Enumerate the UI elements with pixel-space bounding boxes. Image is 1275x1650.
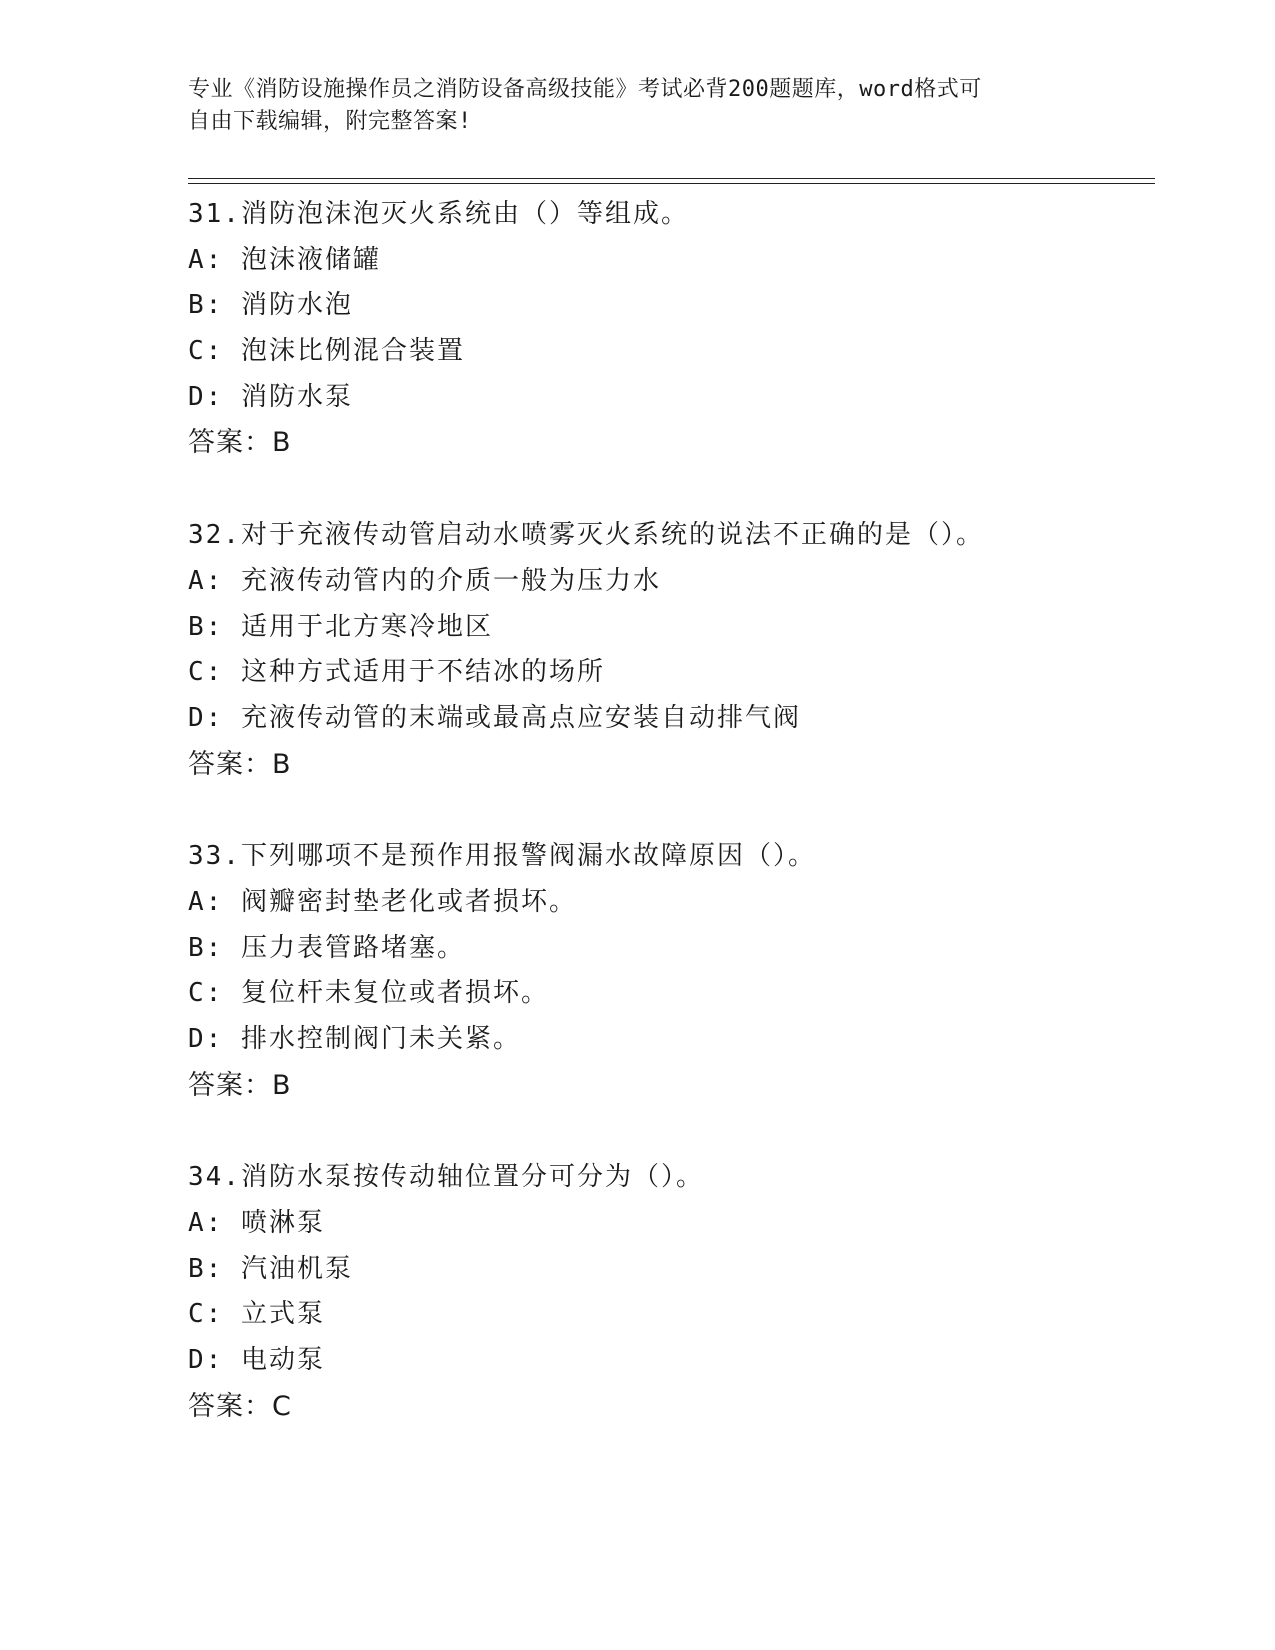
option-a: A: 阀瓣密封垫老化或者损坏。: [188, 886, 577, 917]
header-divider-bottom: [188, 183, 1155, 184]
question-33: [188, 834, 1148, 1108]
option-c: C: 立式泵: [188, 1299, 325, 1330]
question-34: [188, 1155, 1148, 1429]
answer-label: 答案：B: [188, 427, 292, 459]
option-a: A: 喷淋泵: [188, 1208, 325, 1239]
option-c: C: 复位杆未复位或者损坏。: [188, 978, 549, 1009]
option-c: C: 这种方式适用于不结冰的场所: [188, 657, 605, 688]
question-stem: 33.下列哪项不是预作用报警阀漏水故障原因（）。: [188, 841, 816, 872]
option-b: B: 压力表管路堵塞。: [188, 932, 465, 963]
answer-label: 答案：C: [188, 1390, 292, 1422]
question-32: [188, 513, 1148, 787]
header-divider-top: [188, 178, 1155, 179]
option-b: B: 汽油机泵: [188, 1253, 353, 1284]
option-d: D: 排水控制阀门未关紧。: [188, 1024, 521, 1054]
option-a: A: 泡沫液储罐: [188, 244, 381, 275]
option-b: B: 适用于北方寒冷地区: [188, 611, 493, 642]
header-line-2: 自由下载编辑，附完整答案!: [188, 109, 472, 134]
question-list: [188, 192, 1148, 1430]
answer-label: 答案：B: [188, 1069, 292, 1101]
question-stem: 34.消防水泵按传动轴位置分可分为（）。: [188, 1162, 704, 1193]
option-d: D: 消防水泵: [188, 381, 353, 412]
document-header: [188, 74, 1088, 138]
question-31: [188, 192, 1148, 466]
option-d: D: 充液传动管的末端或最高点应安装自动排气阀: [188, 702, 801, 733]
option-b: B: 消防水泡: [188, 290, 353, 321]
option-c: C: 泡沫比例混合装置: [188, 336, 465, 367]
header-line-1: 专业《消防设施操作员之消防设备高级技能》考试必背200题题库，word格式可: [188, 77, 982, 102]
question-stem: 31.消防泡沫泡灭火系统由（）等组成。: [188, 199, 689, 229]
option-d: D: 电动泵: [188, 1345, 325, 1376]
answer-label: 答案：B: [188, 748, 292, 780]
question-stem: 32.对于充液传动管启动水喷雾灭火系统的说法不正确的是（）。: [188, 520, 984, 551]
option-a: A: 充液传动管内的介质一般为压力水: [188, 565, 661, 596]
